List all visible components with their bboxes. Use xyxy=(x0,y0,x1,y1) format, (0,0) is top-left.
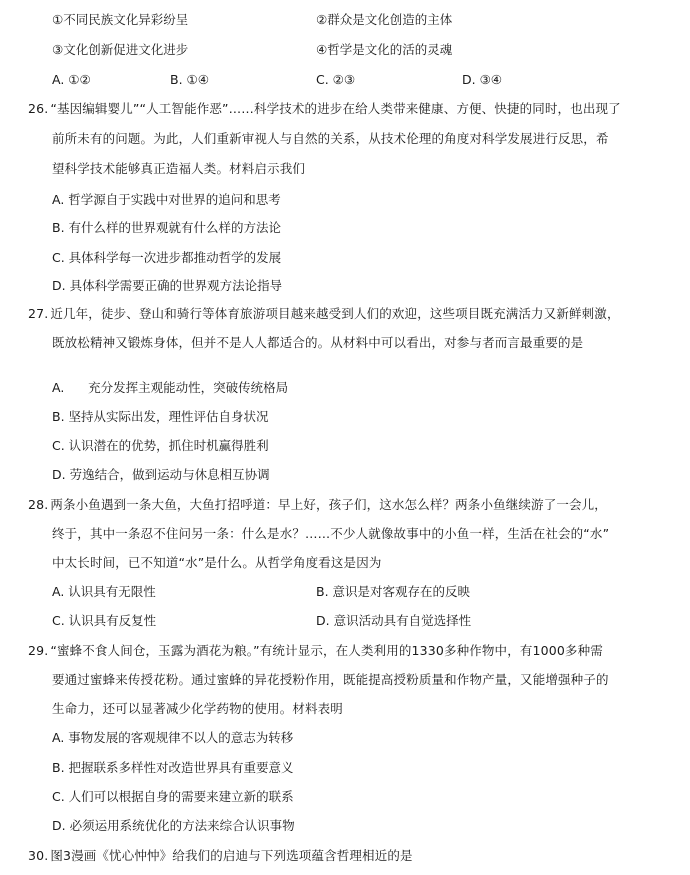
q27-option-c: C. 认识潜在的优势，抓住时机赢得胜利 xyxy=(52,438,269,453)
q27-stem-line-1: 27. 近几年，徒步、登山和骑行等体育旅游项目越来越受到人们的欢迎，这些项目既充满活力又新鲜刺激， xyxy=(28,301,620,327)
q28-option-a: A. 认识具有无限性 xyxy=(52,584,156,599)
statement-4: ④哲学是文化的活的灵魂 xyxy=(316,42,453,57)
q28-option-d: D. 意识活动具有自觉选择性 xyxy=(316,613,472,628)
statement-3: ③文化创新促进文化进步 xyxy=(52,42,189,57)
q29-option-d: D. 必须运用系统优化的方法来综合认识事物 xyxy=(52,818,295,833)
statement-1: ①不同民族文化异彩纷呈 xyxy=(52,12,189,27)
q29-option-a: A. 事物发展的客观规律不以人的意志为转移 xyxy=(52,730,294,745)
q26-option-d: D. 具体科学需要正确的世界观方法论指导 xyxy=(52,278,283,293)
q25-option-c: C. ②③ xyxy=(316,72,356,87)
q27-stem-line-2: 既放松精神又锻炼身体，但并不是人人都适合的。从材料中可以看出，对参与者而言最重要的是 xyxy=(52,335,584,350)
q29-option-b: B. 把握联系多样性对改造世界具有重要意义 xyxy=(52,760,294,775)
q30-stem-line-1: 30. 图3漫画《忧心忡忡》给我们的启迪与下列选项蕴含哲理相近的是 xyxy=(28,843,413,869)
q28-stem-line-2: 终于，其中一条忍不住问另一条：什么是水？……不少人就像故事中的小鱼一样，生活在社会的“水” xyxy=(52,526,610,541)
q27-option-a: A. 充分发挥主观能动性，突破传统格局 xyxy=(52,380,289,395)
q29-stem-line-3: 生命力，还可以显著减少化学药物的使用。材料表明 xyxy=(52,701,343,716)
q26-option-b: B. 有什么样的世界观就有什么样的方法论 xyxy=(52,220,282,235)
q27-number: 27. xyxy=(28,306,49,321)
q30-number: 30. xyxy=(28,848,49,863)
q26-stem-line-3: 望科学技术能够真正造福人类。材料启示我们 xyxy=(52,161,306,176)
q27-option-b: B. 坚持从实际出发，理性评估自身状况 xyxy=(52,409,269,424)
q26-option-a: A. 哲学源自于实践中对世界的追问和思考 xyxy=(52,192,281,207)
q25-option-a: A. ①② xyxy=(52,72,91,87)
q26-option-c: C. 具体科学每一次进步都推动哲学的发展 xyxy=(52,250,282,265)
q26-stem-line-2: 前所未有的问题。为此，人们重新审视人与自然的关系，从技术伦理的角度对科学发展进行反思，希 xyxy=(52,131,609,146)
q26-stem-line-1: 26. “基因编辑婴儿”“人工智能作恶”……科学技术的进步在给人类带来健康、方便、快捷的同时，也出现了 xyxy=(28,96,621,122)
q28-number: 28. xyxy=(28,497,49,512)
q25-option-d: D. ③④ xyxy=(462,72,502,87)
q26-number: 26. xyxy=(28,101,49,116)
q29-stem-line-2: 要通过蜜蜂来传授花粉。通过蜜蜂的异花授粉作用，既能提高授粉质量和作物产量，又能增强种子的 xyxy=(52,672,609,687)
q25-option-b: B. ①④ xyxy=(170,72,209,87)
q29-number: 29. xyxy=(28,643,49,658)
q28-option-b: B. 意识是对客观存在的反映 xyxy=(316,584,471,599)
statement-2: ②群众是文化创造的主体 xyxy=(316,12,453,27)
q27-option-d: D. 劳逸结合，做到运动与休息相互协调 xyxy=(52,467,270,482)
q29-option-c: C. 人们可以根据自身的需要来建立新的联系 xyxy=(52,789,294,804)
q28-stem-line-1: 28. 两条小鱼遇到一条大鱼，大鱼打招呼道：早上好，孩子们，这水怎么样？两条小鱼继续游了一会儿， xyxy=(28,492,607,518)
q29-stem-line-1: 29. “蜜蜂不食人间仓，玉露为酒花为粮。”有统计显示，在人类利用的1330多种作物中，有1000多种需 xyxy=(28,638,603,664)
q28-stem-line-3: 中太长时间，已不知道“水”是什么。从哲学角度看这是因为 xyxy=(52,555,382,570)
q28-option-c: C. 认识具有反复性 xyxy=(52,613,157,628)
